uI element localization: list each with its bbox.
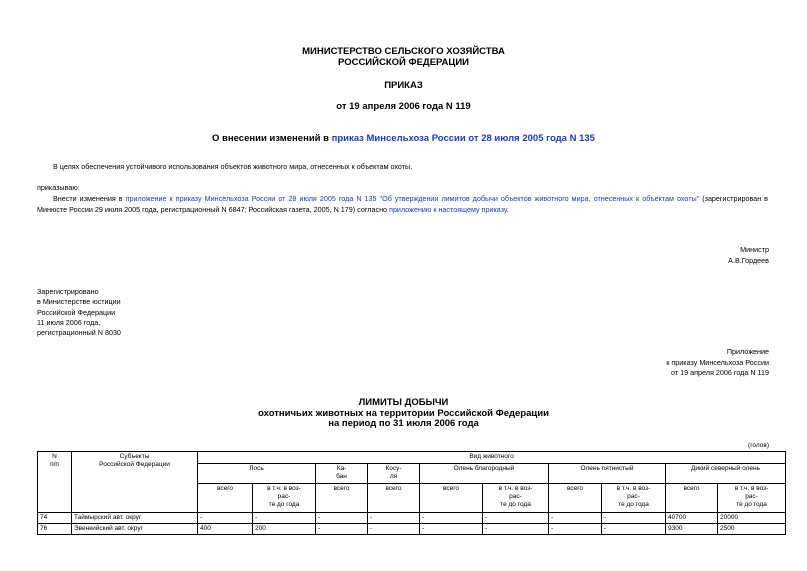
row-value: - [420,513,483,524]
subheader-young: в т.ч. в воз- рас- те до года [483,484,549,513]
para-text-1: Внести изменения в [53,194,126,203]
limits-title-3: на период по 31 июля 2006 года [328,418,479,429]
preamble: В целях обеспечения устойчивого использования объектов животного мира, отнесенных к объектам охоты, [53,162,413,171]
header-reindeer: Дикий северный олень [666,464,786,484]
registration-block [37,287,121,338]
row-value: - [316,513,368,524]
row-value: - [316,524,368,535]
title-link[interactable]: приказ Минсельхоза России от 28 июля 2005 года N 135 [331,133,595,144]
limits-title-2: охотничьих животных на территории Российской Федерации [258,407,549,419]
row-value: 2500 [718,524,786,535]
subheader-total: всего [368,484,420,513]
ministry-line1: МИНИСТЕРСТВО СЕЛЬСКОГО ХОЗЯЙСТВА [302,46,505,57]
para-text-2: (зарегистрирован в Минюсте России 29 июля 2005 года, регистрационный N 6847; Российская газета, 2005, N 179) согласно [37,194,768,214]
signature-name: А.В.Гордеев [728,255,769,265]
header-elk: Лось [198,464,316,484]
limits-table [37,451,786,535]
appendix-line: от 19 апреля 2006 года N 119 [671,368,769,378]
row-value: 200 [253,524,316,535]
row-value: - [420,524,483,535]
row-value: 9300 [666,524,718,535]
registration-line: Зарегистрировано [37,287,99,296]
row-value: 20000 [718,513,786,524]
title-prefix: О внесении изменений в [212,133,332,144]
row-value: - [483,513,549,524]
row-value: - [602,524,666,535]
unit-label: (голов) [748,442,769,449]
header-noble-deer: Олень благородный [420,464,549,484]
header-kosulya: Косу- ля [368,464,420,484]
signature-position: Министр [740,245,769,254]
ministry-name [0,46,807,68]
subheader-total: всего [198,484,253,513]
row-value: - [368,524,420,535]
row-value: - [483,524,549,535]
subheader-young: в т.ч. в воз- рас- те до года [602,484,666,513]
appendix-line: к приказу Минсельхоза России [666,357,769,367]
subheader-young: в т.ч. в воз- рас- те до года [718,484,786,513]
order-word: приказываю: [37,183,80,192]
header-spotted-deer: Олень пятнистый [549,464,666,484]
appendix-order-link[interactable]: приложение к приказу Минсельхоза России от 28 июля 2005 года N 135 "Об утверждении лимитов добычи объектов животного мира, отнесенных к объектам охоты" [125,194,700,203]
limits-title-1: ЛИМИТЫ ДОБЫЧИ [358,397,449,408]
subheader-total: всего [549,484,602,513]
registration-line: 11 июля 2006 года, [37,317,101,327]
subheader-total: всего [420,484,483,513]
document-type: ПРИКАЗ [384,80,423,91]
appendix-link[interactable]: приложению к настоящему приказу [389,204,507,214]
row-value: 400 [198,524,253,535]
subheader-young: в т.ч. в воз- рас- те до года [253,484,316,513]
row-value: - [253,513,316,524]
signature-block [728,245,769,266]
row-subject: Эвенкийский авт. округ [72,524,198,535]
subheader-total: всего [316,484,368,513]
document-date: от 19 апреля 2006 года N 119 [336,101,471,112]
appendix-header [666,347,769,379]
header-kaban: Ка- бан [316,464,368,484]
registration-line: в Министерстве юстиции [37,297,121,307]
row-value: - [602,513,666,524]
appendix-line: Приложение [726,347,769,356]
row-subject: Таймырский авт. округ [72,513,198,524]
document-title [0,133,807,144]
para-text-3: . [506,204,509,214]
row-value: - [549,524,602,535]
order-paragraph [37,194,768,215]
row-number: 74 [38,513,72,524]
limits-title [0,398,807,430]
table-row [38,513,786,524]
subheader-total: всего [666,484,718,513]
header-n: N п/п [38,452,72,513]
row-value: - [549,513,602,524]
row-value: - [198,513,253,524]
row-value: 40700 [666,513,718,524]
registration-line: регистрационный N 8030 [37,328,121,338]
row-value: - [368,513,420,524]
table-row [38,524,786,535]
header-animal-kind: Вид животного [198,452,786,464]
registration-line: Российской Федерации [37,307,116,317]
header-subject: Субъекты Российской Федерации [72,452,198,513]
row-number: 76 [38,524,72,535]
ministry-line2: РОССИЙСКОЙ ФЕДЕРАЦИИ [337,57,469,68]
